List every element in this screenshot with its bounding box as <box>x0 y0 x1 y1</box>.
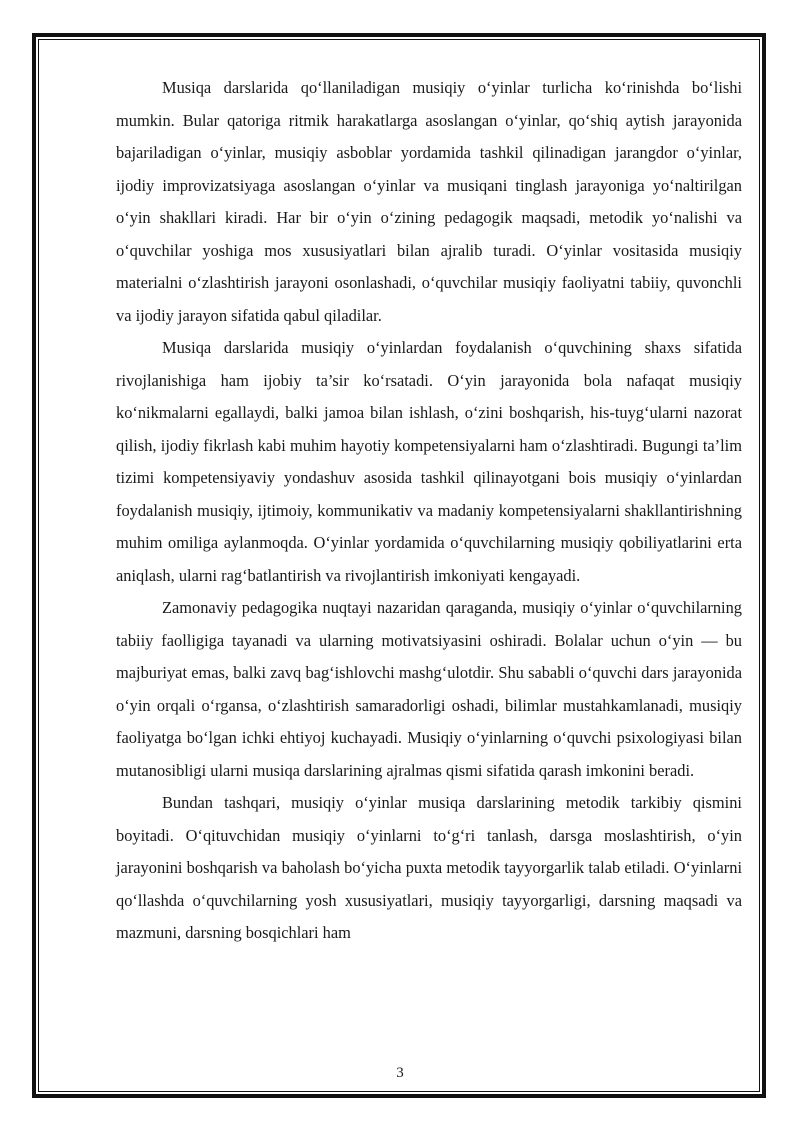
page-number: 3 <box>396 1065 404 1081</box>
paragraph-4: Bundan tashqari, musiqiy o‘yinlar musiqa darslarining metodik tarkibiy qismini boyitadi. O‘qituvchidan musiqiy o‘yinlarni to‘g‘ri tanlash, darsga moslashtirish, o‘yin jarayonini boshqarish va baholash bo‘yicha puxta metodik tayyorgarlik talab etiladi. O‘yinlarni qo‘llashda o‘quvchilarning yosh xususiyatlari, musiqiy tayyorgarligi, darsning maqsadi va mazmuni, darsning bosqichlari ham <box>116 793 742 942</box>
paragraph-3: Zamonaviy pedagogika nuqtayi nazaridan qaraganda, musiqiy o‘yinlar o‘quvchilarning tabiiy faolligiga tayanadi va ularning motivatsiyasini oshiradi. Bolalar uchun o‘yin — bu majburiyat emas, balki zavq bag‘ishlovchi mashg‘ulotdir. Shu sababli o‘quvchi dars jarayonida o‘yin orqali o‘rgansa, o‘zlashtirish samaradorligi oshadi, bilimlar mustahkamlanadi, musiqiy faoliyatga bo‘lgan ichki ehtiyoj kuchayadi. Musiqiy o‘yinlarning o‘quvchi psixologiyasi bilan mutanosibligi ularni musiqa darslarining ajralmas qismi sifatida qarash imkonini beradi. <box>116 598 742 780</box>
document-body <box>116 72 742 950</box>
paragraph-1: Musiqa darslarida qo‘llaniladigan musiqiy o‘yinlar turlicha ko‘rinishda bo‘lishi mumkin. Bular qatoriga ritmik harakatlarga asoslangan o‘yinlar, qo‘shiq aytish jarayonida bajariladigan o‘yinlar, musiqiy asboblar yordamida tashkil qilinadigan jarangdor o‘yinlar, ijodiy improvizatsiyaga asoslangan o‘yinlar va musiqani tinglash jarayoniga yo‘naltirilgan o‘yin shakllari kiradi. Har bir o‘yin o‘zining pedagogik maqsadi, metodik yo‘nalishi va o‘quvchilar yoshiga mos xususiyatlari bilan ajralib turadi. O‘yinlar vositasida musiqiy materialni o‘zlashtirish jarayoni osonlashadi, o‘quvchilar musiqiy faoliyatni tabiiy, quvonchli va ijodiy jarayon sifatida qabul qiladilar. <box>116 78 742 325</box>
paragraph-2: Musiqa darslarida musiqiy o‘yinlardan foydalanish o‘quvchining shaxs sifatida rivojlanishiga ham ijobiy ta’sir ko‘rsatadi. O‘yin jarayonida bola nafaqat musiqiy ko‘nikmalarni egallaydi, balki jamoa bilan ishlash, o‘zini boshqarish, his-tuyg‘ularni nazorat qilish, ijodiy fikrlash kabi muhim hayotiy kompetensiyalarni ham o‘zlashtiradi. Bugungi ta’lim tizimi kompetensiyaviy yondashuv asosida tashkil qilinayotgani bois musiqiy o‘yinlardan foydalanish musiqiy, ijtimoiy, kommunikativ va madaniy kompetensiyalarni shakllantirishning muhim omiliga aylanmoqda. O‘yinlar yordamida o‘quvchilarning musiqiy qobiliyatlarini erta aniqlash, ularni rag‘batlantirish va rivojlantirish imkoniyati kengayadi. <box>116 338 742 585</box>
